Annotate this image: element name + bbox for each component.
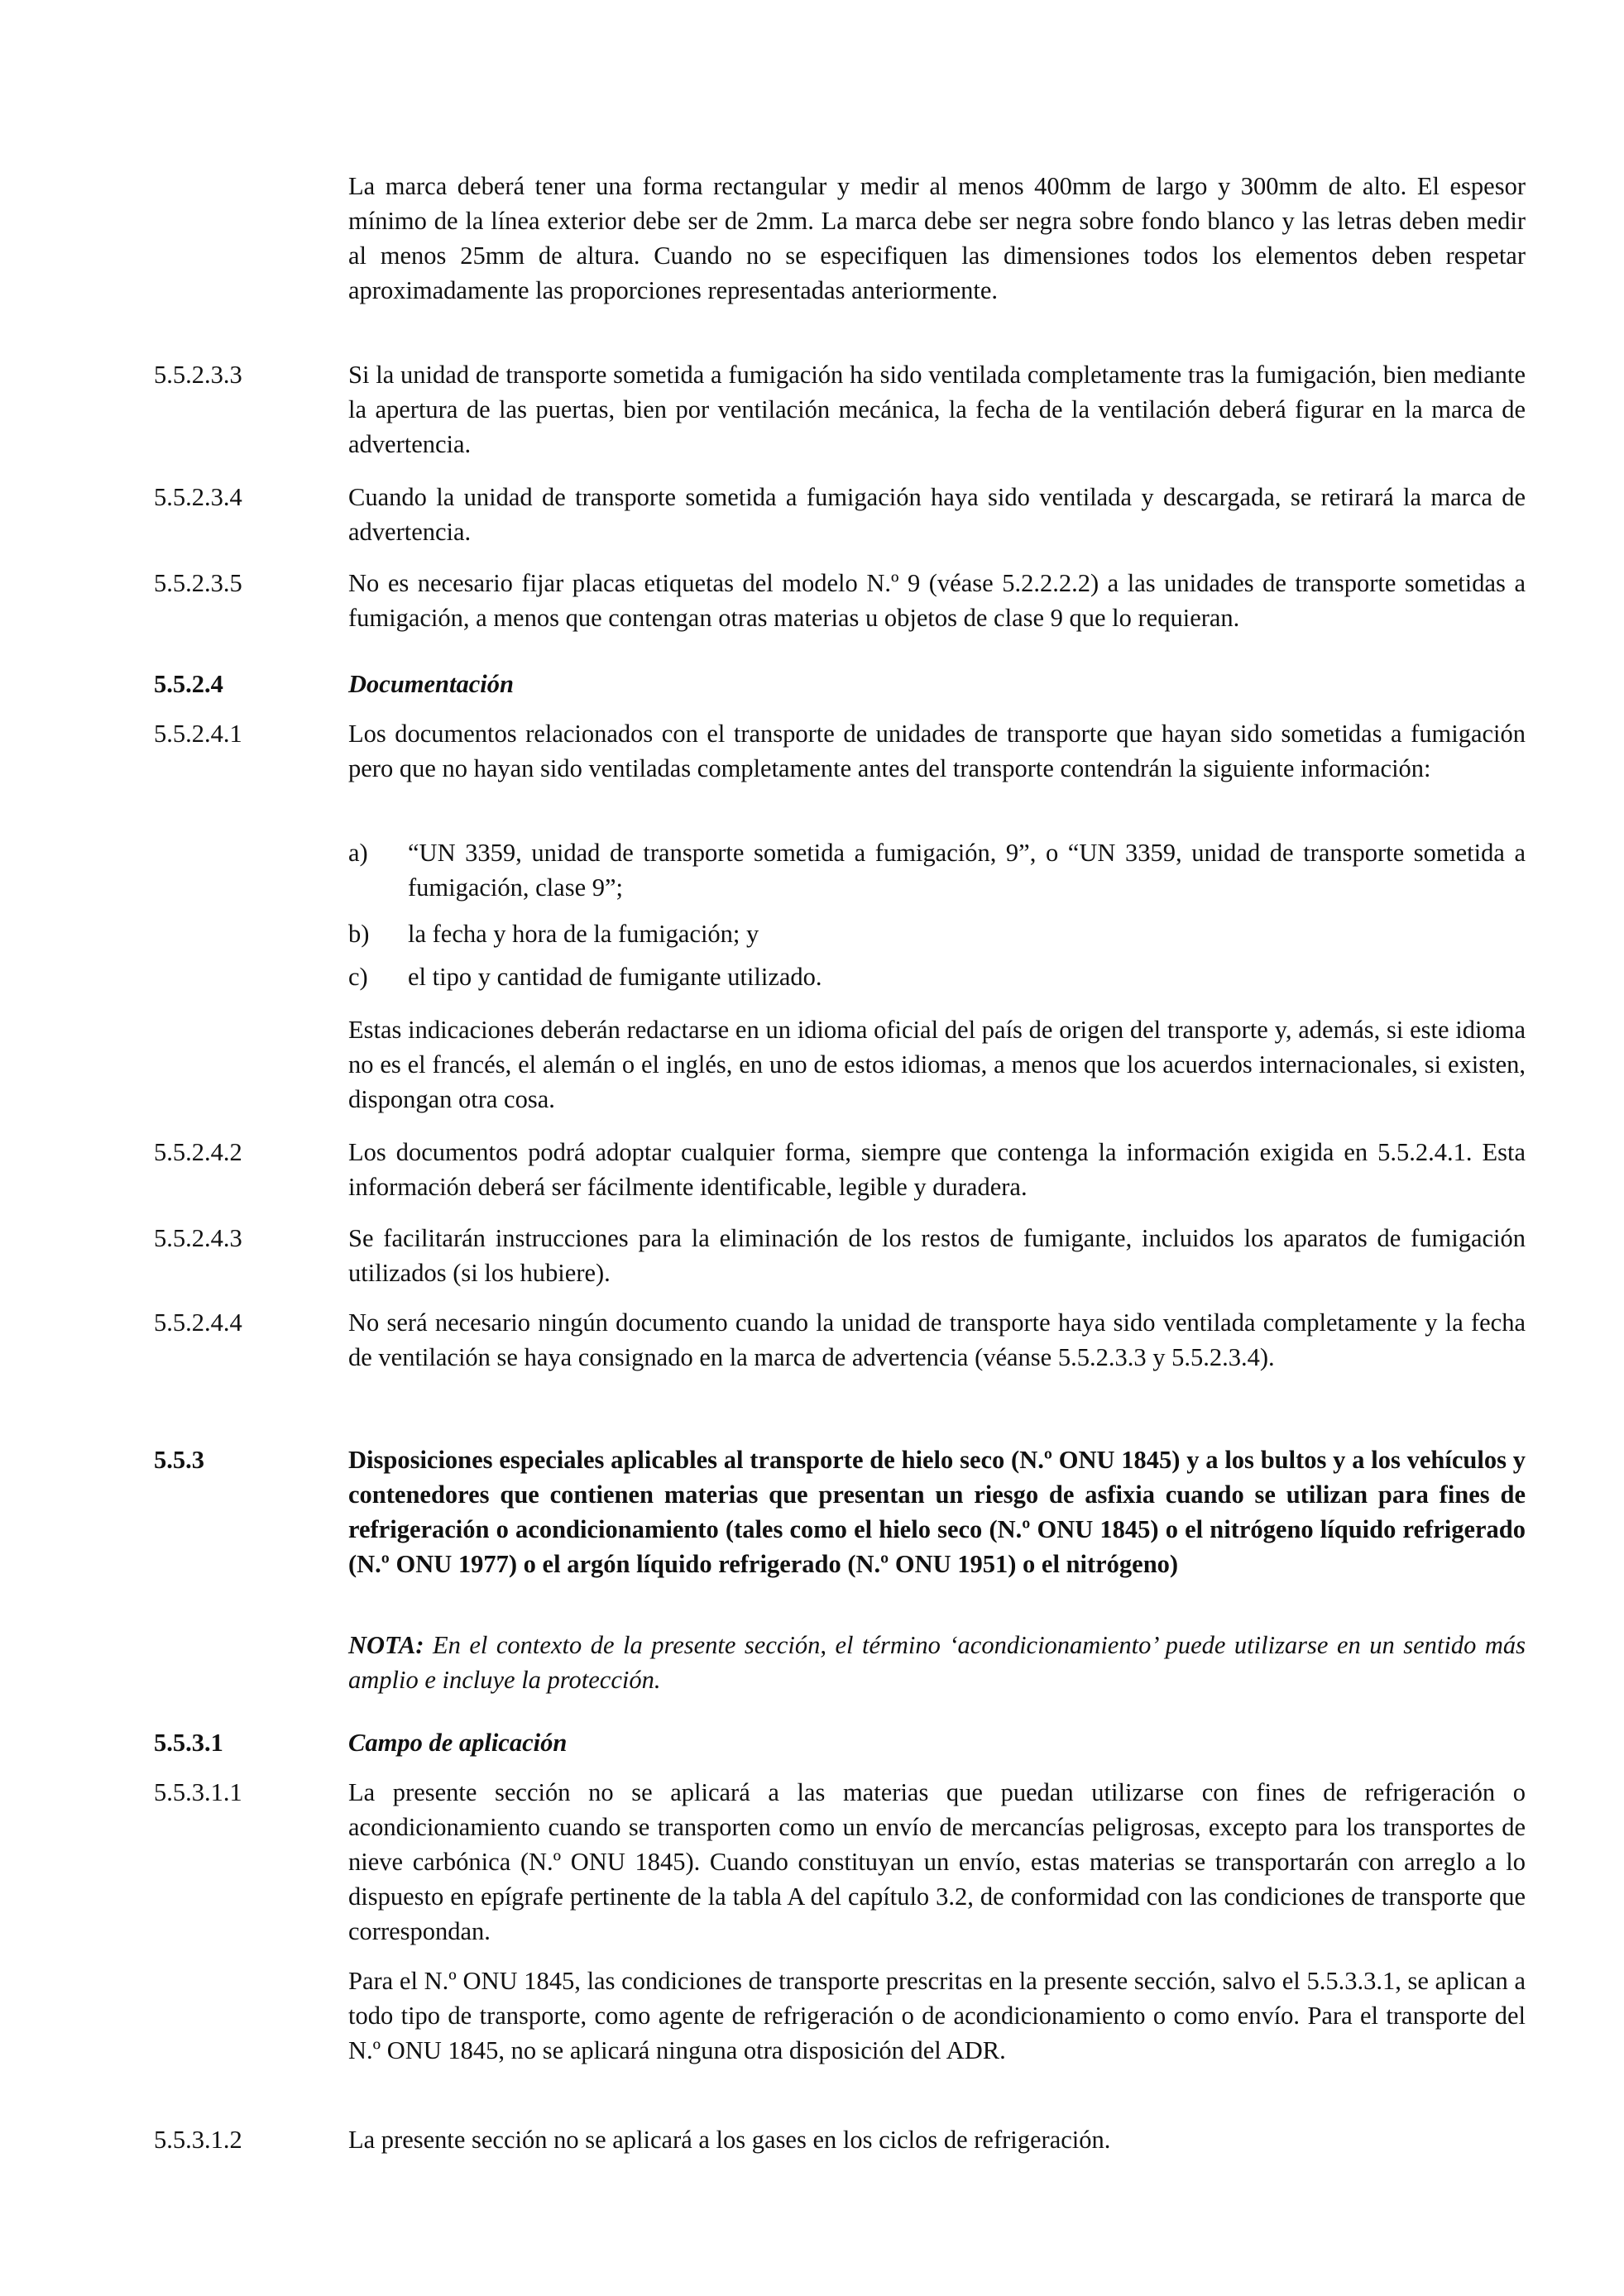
clause-text: Se facilitarán instrucciones para la eliminación de los restos de fumigante, incluidos los aparatos de fumigación utilizados (si los hubiere). — [348, 1224, 1526, 1287]
clause-number: 5.5.2.4.3 — [154, 1224, 242, 1252]
clause-text: Si la unidad de transporte sometida a fumigación ha sido ventilada completamente tras la fumigación, bien mediante la apertura de las puertas, bien por ventilación mecánica, la fecha de la ventilación deberá figurar en la marca de advertencia. — [348, 361, 1526, 458]
clause-number: 5.5.2.4.4 — [154, 1308, 242, 1337]
list-marker: b) — [348, 920, 370, 948]
list-marker: c) — [348, 963, 368, 991]
list-item-text: la fecha y hora de la fumigación; y — [408, 920, 759, 948]
list-item-text: “UN 3359, unidad de transporte sometida a fumigación, 9”, o “UN 3359, unidad de transporte sometida a fumigación, clase 9”; — [408, 839, 1526, 902]
clause-text: Los documentos relacionados con el transporte de unidades de transporte que hayan sido sometidas a fumigación pero que no hayan sido ventiladas completamente antes del transporte contendrán la siguiente información: — [348, 720, 1526, 782]
clause-number: 5.5.2.3.5 — [154, 569, 242, 597]
section-number: 5.5.3 — [154, 1446, 204, 1474]
clause-text: La presente sección no se aplicará a los gases en los ciclos de refrigeración. — [348, 2126, 1111, 2154]
note-text: En el contexto de la presente sección, el término ‘acondicionamiento’ puede utilizarse en un sentido más amplio e incluye la protección. — [348, 1631, 1526, 1694]
clause-text: Cuando la unidad de transporte sometida a fumigación haya sido ventilada y descargada, se retirará la marca de advertencia. — [348, 483, 1526, 546]
clause-text: No será necesario ningún documento cuando la unidad de transporte haya sido ventilada completamente y la fecha de ventilación se haya consignado en la marca de advertencia (véanse 5.5.2.3.3 y 5.5.2.3.4). — [348, 1308, 1526, 1371]
clause-number: 5.5.3.1.2 — [154, 2126, 242, 2154]
section-title: Documentación — [348, 670, 514, 698]
clause-text: No es necesario fijar placas etiquetas del modelo N.º 9 (véase 5.2.2.2.2) a las unidades de transporte sometidas a fumigación, a menos que contengan otras materias u objetos de clase 9 que lo requieran. — [348, 569, 1526, 632]
list-marker: a) — [348, 839, 368, 867]
clause-text: Los documentos podrá adoptar cualquier forma, siempre que contenga la información exigida en 5.5.2.4.1. Esta información deberá ser fácilmente identificable, legible y duradera. — [348, 1138, 1526, 1201]
section-number: 5.5.3.1 — [154, 1729, 223, 1757]
note — [348, 1628, 1526, 1697]
clause-number: 5.5.2.3.4 — [154, 483, 242, 511]
clause-text: La presente sección no se aplicará a las materias que puedan utilizarse con fines de refrigeración o acondicionamiento cuando se transporten como un envío de mercancías peligrosas, excepto para los transportes de nieve carbónica (N.º ONU 1845). Cuando constituyan un envío, estas materias se transportarán con arreglo a lo dispuesto en epígrafe pertinente de la tabla A del capítulo 3.2, de conformidad con las condiciones de transporte que correspondan. — [348, 1778, 1526, 1945]
clause-text: Estas indicaciones deberán redactarse en un idioma oficial del país de origen del transporte y, además, si este idioma no es el francés, el alemán o el inglés, en uno de estos idiomas, a menos que los acuerdos internacionales, si existen, dispongan otra cosa. — [348, 1016, 1526, 1113]
note-label: NOTA: — [348, 1631, 424, 1659]
section-title: Disposiciones especiales aplicables al transporte de hielo seco (N.º ONU 1845) y a los bultos y a los vehículos y contenedores que contienen materias que presentan un riesgo de asfixia cuando se utilizan para fines de refrigeración o acondicionamiento (tales como el hielo seco (N.º ONU 1845) o el nitrógeno líquido refrigerado (N.º ONU 1977) o el argón líquido refrigerado (N.º ONU 1951) o el nitrógeno) — [348, 1446, 1526, 1578]
section-title: Campo de aplicación — [348, 1729, 568, 1757]
section-number: 5.5.2.4 — [154, 670, 223, 698]
clause-number: 5.5.2.4.2 — [154, 1138, 242, 1166]
list-item-text: el tipo y cantidad de fumigante utilizado. — [408, 963, 822, 991]
intro-paragraph: La marca deberá tener una forma rectangular y medir al menos 400mm de largo y 300mm de alto. El espesor mínimo de la línea exterior debe ser de 2mm. La marca debe ser negra sobre fondo blanco y las letras deben medir al menos 25mm de altura. Cuando no se especifiquen las dimensiones todos los elementos deben respetar aproximadamente las proporciones representadas anteriormente. — [348, 172, 1526, 304]
clause-number: 5.5.2.4.1 — [154, 720, 242, 748]
clause-number: 5.5.2.3.3 — [154, 361, 242, 389]
clause-text: Para el N.º ONU 1845, las condiciones de transporte prescritas en la presente sección, salvo el 5.5.3.3.1, se aplican a todo tipo de transporte, como agente de refrigeración o de acondicionamiento o como envío. Para el transporte del N.º ONU 1845, no se aplicará ninguna otra disposición del ADR. — [348, 1967, 1526, 2064]
clause-number: 5.5.3.1.1 — [154, 1778, 242, 1806]
